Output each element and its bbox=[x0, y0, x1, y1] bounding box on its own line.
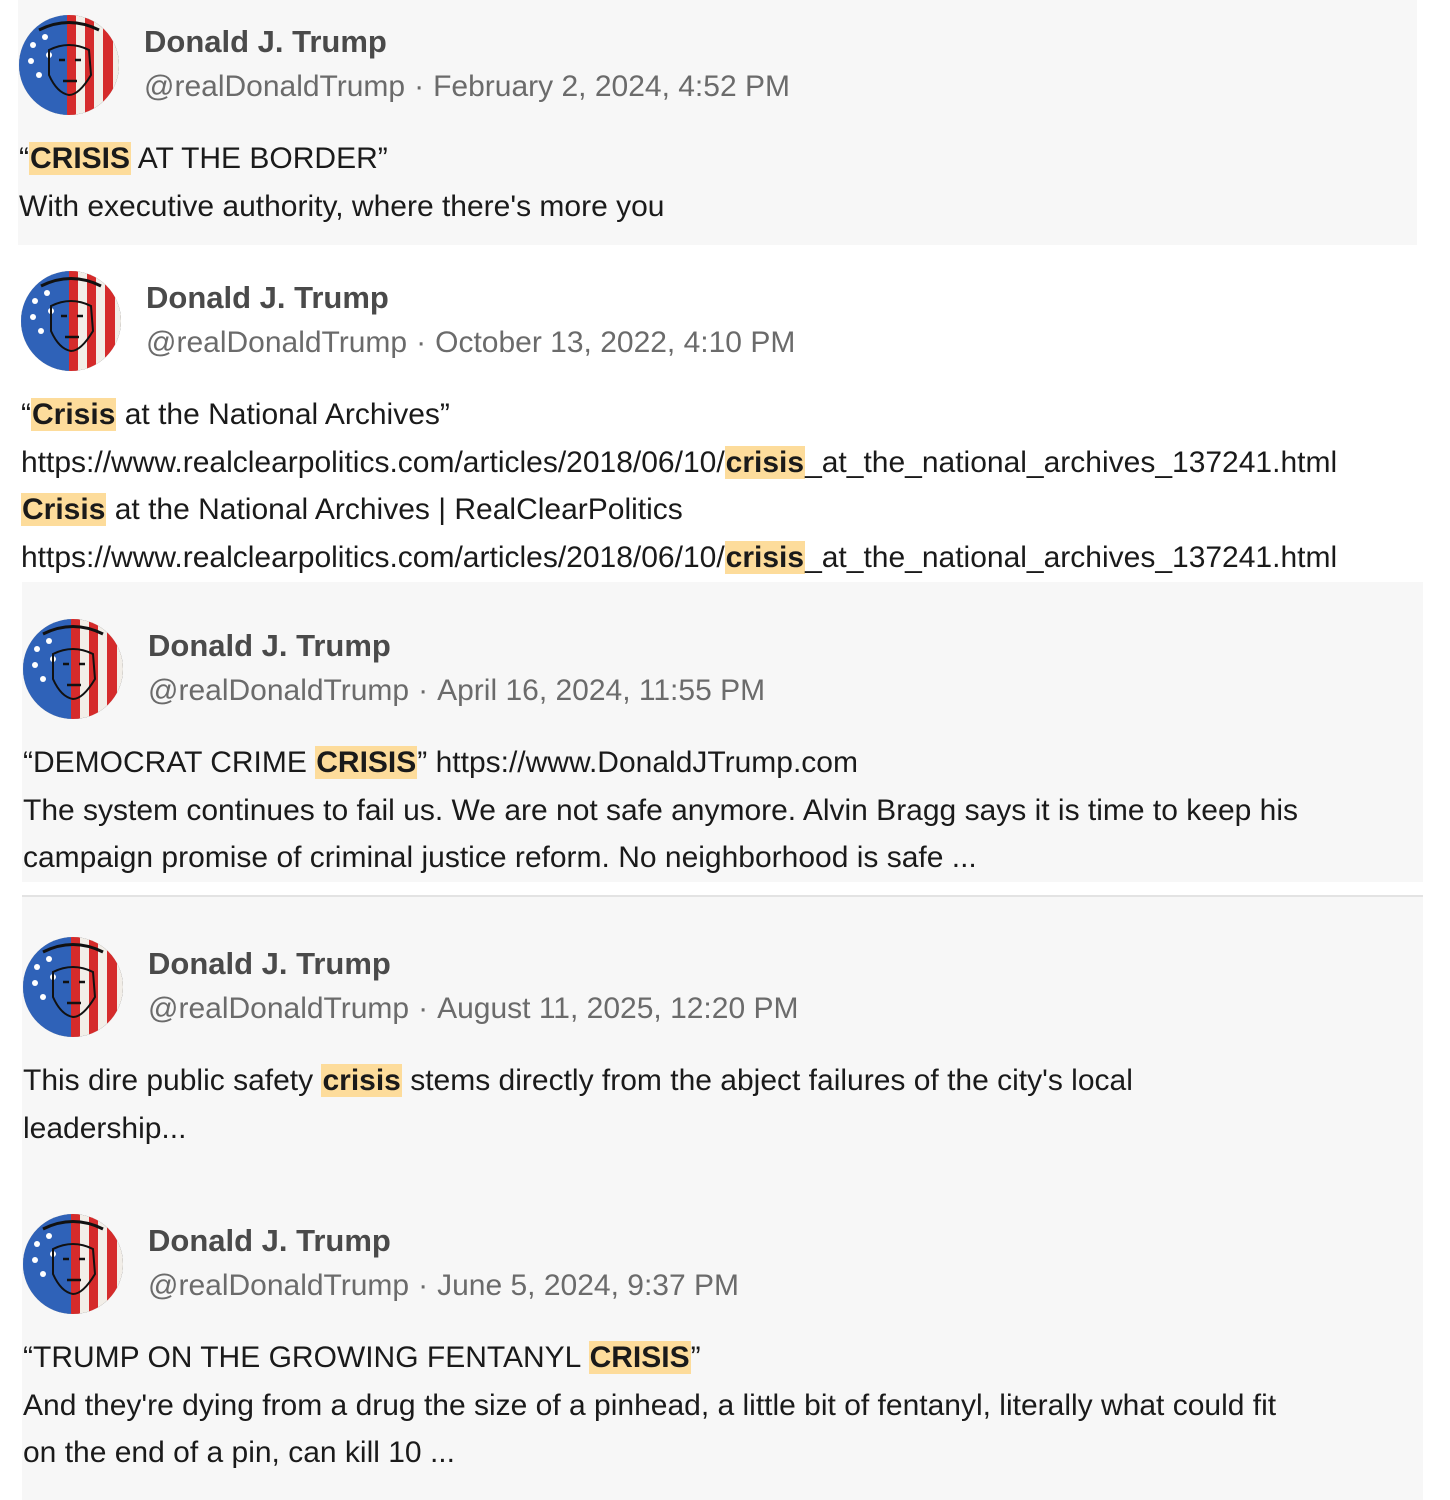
post-card[interactable] bbox=[22, 897, 1423, 1167]
post-line: This dire public safety crisis stems directly from the abject failures of the city's local bbox=[23, 1064, 1133, 1097]
post-meta bbox=[144, 70, 790, 104]
author-handle[interactable]: @realDonaldTrump bbox=[144, 70, 406, 103]
search-highlight: crisis bbox=[725, 540, 805, 574]
post-line: With executive authority, where there's more you bbox=[19, 189, 665, 223]
post-line: leadership... bbox=[23, 1111, 187, 1145]
meta-separator: · bbox=[414, 70, 425, 103]
author-name[interactable]: Donald J. Trump bbox=[148, 946, 391, 981]
author-handle[interactable]: @realDonaldTrump bbox=[148, 1269, 410, 1302]
post-timestamp[interactable]: June 5, 2024, 9:37 PM bbox=[437, 1269, 739, 1302]
author-avatar[interactable] bbox=[21, 271, 121, 371]
meta-separator: · bbox=[416, 326, 427, 359]
author-name[interactable]: Donald J. Trump bbox=[146, 280, 389, 315]
meta-separator: · bbox=[418, 992, 429, 1025]
post-text bbox=[23, 1057, 1133, 1152]
post-text bbox=[21, 391, 1337, 581]
post-card[interactable] bbox=[18, 0, 1417, 245]
post-text bbox=[23, 739, 1298, 882]
post-line: on the end of a pin, can kill 10 ... bbox=[23, 1436, 455, 1469]
post-timestamp[interactable]: February 2, 2024, 4:52 PM bbox=[433, 70, 790, 103]
post-card[interactable] bbox=[22, 582, 1423, 882]
post-card[interactable] bbox=[20, 256, 1450, 578]
post-line: “TRUMP ON THE GROWING FENTANYL CRISIS” bbox=[23, 1341, 701, 1374]
search-highlight: crisis bbox=[725, 445, 805, 479]
post-meta bbox=[148, 992, 798, 1026]
post-line: “CRISIS AT THE BORDER” bbox=[19, 142, 388, 175]
post-line: And they're dying from a drug the size of a pinhead, a little bit of fentanyl, literally what could fit bbox=[23, 1388, 1277, 1422]
search-highlight: Crisis bbox=[32, 398, 116, 431]
post-link[interactable]: https://www.realclearpolitics.com/articles/2018/06/10/crisis_at_the_national_archives_137241.html bbox=[21, 445, 1338, 479]
post-text bbox=[23, 1334, 1276, 1477]
search-highlight: crisis bbox=[322, 1064, 401, 1097]
author-name[interactable]: Donald J. Trump bbox=[148, 628, 391, 663]
search-highlight: Crisis bbox=[22, 493, 106, 526]
post-line: The system continues to fail us. We are not safe anymore. Alvin Bragg says it is time to keep his bbox=[23, 793, 1299, 827]
post-timestamp[interactable]: August 11, 2025, 12:20 PM bbox=[437, 992, 799, 1025]
author-avatar[interactable] bbox=[19, 15, 119, 115]
link-preview-title[interactable]: Crisis at the National Archives | RealClearPolitics bbox=[22, 493, 683, 526]
post-line: “DEMOCRAT CRIME CRISIS” https://www.DonaldJTrump.com bbox=[23, 746, 858, 779]
post-timestamp[interactable]: April 16, 2024, 11:55 PM bbox=[437, 674, 766, 707]
post-meta bbox=[148, 1269, 739, 1303]
author-name[interactable]: Donald J. Trump bbox=[144, 24, 387, 59]
meta-separator: · bbox=[418, 1269, 429, 1302]
post-meta bbox=[148, 674, 765, 708]
author-avatar[interactable] bbox=[23, 619, 123, 719]
post-line: campaign promise of criminal justice reform. No neighborhood is safe ... bbox=[23, 841, 977, 874]
post-timestamp[interactable]: October 13, 2022, 4:10 PM bbox=[435, 326, 796, 359]
post-meta bbox=[146, 326, 795, 360]
post-line: “Crisis at the National Archives” bbox=[21, 398, 450, 431]
author-avatar[interactable] bbox=[23, 937, 123, 1037]
meta-separator: · bbox=[418, 674, 429, 707]
author-handle[interactable]: @realDonaldTrump bbox=[148, 992, 410, 1025]
search-highlight: CRISIS bbox=[316, 746, 417, 779]
post-card[interactable] bbox=[22, 1167, 1423, 1500]
search-highlight: CRISIS bbox=[30, 142, 131, 175]
author-avatar[interactable] bbox=[23, 1214, 123, 1314]
post-link[interactable]: https://www.realclearpolitics.com/articles/2018/06/10/crisis_at_the_national_archives_137241.html bbox=[21, 540, 1338, 574]
author-name[interactable]: Donald J. Trump bbox=[148, 1223, 391, 1258]
search-highlight: CRISIS bbox=[589, 1341, 690, 1374]
post-text bbox=[19, 135, 664, 230]
author-handle[interactable]: @realDonaldTrump bbox=[148, 674, 410, 707]
author-handle[interactable]: @realDonaldTrump bbox=[146, 326, 408, 359]
